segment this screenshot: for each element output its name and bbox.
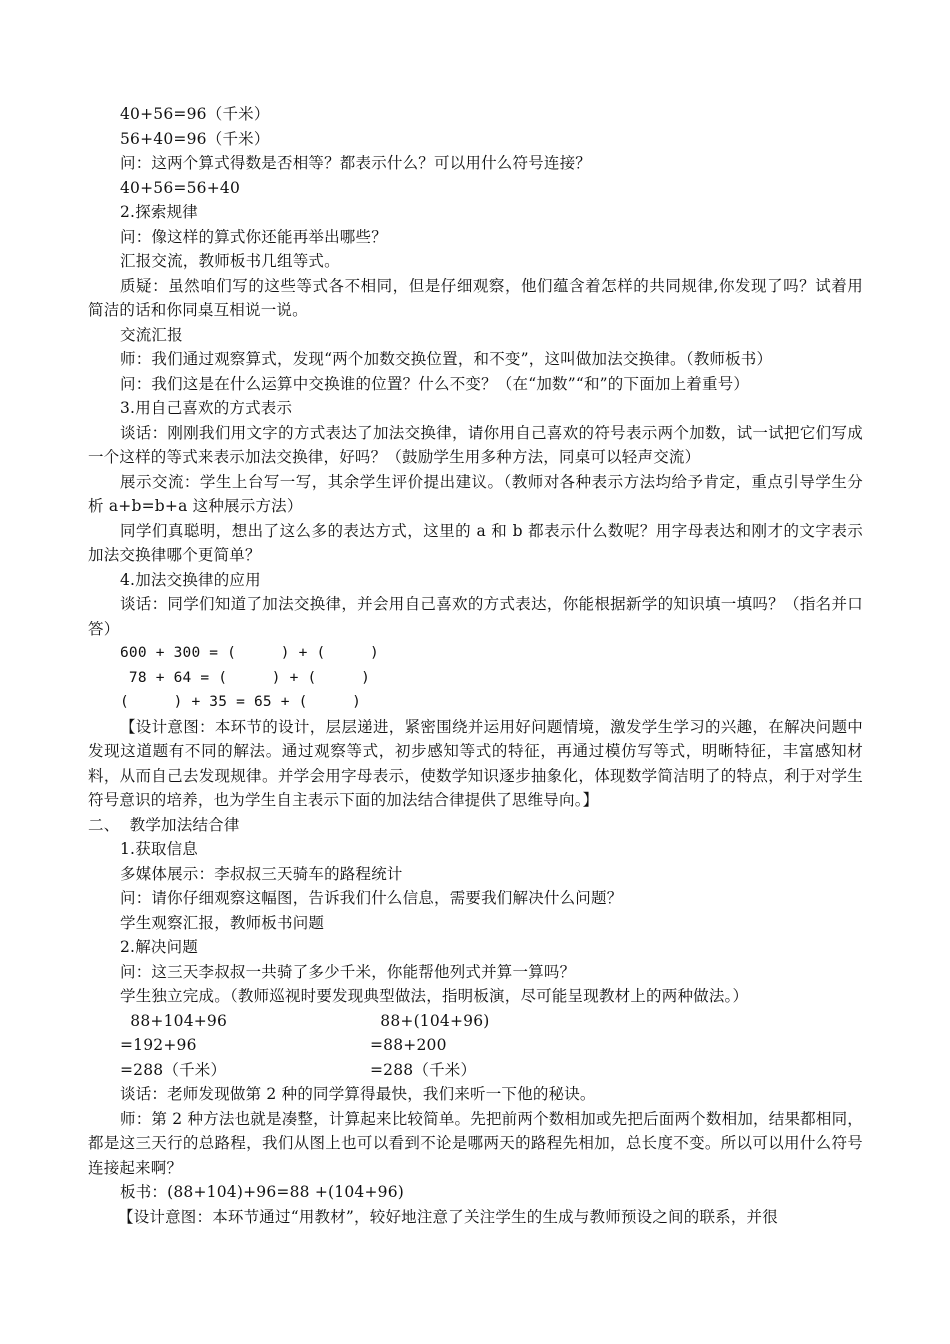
question-line: 问：请你仔细观察这幅图，告诉我们什么信息，需要我们解决什么问题？: [120, 889, 623, 907]
fill-in-equation: 600 + 300 = ( ) + ( ): [120, 645, 379, 661]
text-line: 多媒体展示：李叔叔三天骑车的路程统计: [120, 864, 403, 883]
question-line: 问：这三天李叔叔一共骑了多少千米，你能帮他列式并算一算吗？: [120, 962, 576, 981]
calc-left: 88+104+96: [120, 1011, 228, 1030]
section-heading: 1.获取信息: [120, 840, 198, 858]
text-line: 师：我们通过观察算式，发现“两个加数交换位置，和不变”，这叫做加法交换律。（教师板书）: [120, 350, 773, 368]
question-line: 问：像这样的算式你还能再举出哪些？: [120, 227, 387, 246]
paragraph: 谈话：同学们知道了加法交换律，并会用自己喜欢的方式表达，你能根据新学的知识填一填吗？（指名并口答）: [88, 595, 863, 638]
calc-row: [88, 1033, 863, 1058]
section-heading: 4.加法交换律的应用: [120, 570, 261, 589]
section-heading: 3.用自己喜欢的方式表示: [120, 399, 293, 417]
part-heading: 二、 教学加法结合律: [88, 815, 240, 834]
calc-row: [88, 1058, 863, 1083]
calc-right: =88+200: [370, 1036, 447, 1054]
fill-in-equation: ( ) + 35 = 65 + ( ): [120, 694, 362, 710]
section-heading: 2.解决问题: [120, 938, 198, 956]
text-line: 汇报交流，教师板书几组等式。: [120, 252, 340, 270]
calc-right: 88+(104+96): [370, 1011, 490, 1030]
text-line: 学生观察汇报，教师板书问题: [120, 913, 325, 932]
calc-left: =288（千米）: [120, 1060, 227, 1079]
design-intent-paragraph: 【设计意图：本环节通过“用教材”，较好地注意了关注学生的生成与教师预设之间的联系，并很: [118, 1207, 778, 1226]
board-writing: 板书：(88+104)+96=88 +(104+96): [120, 1183, 405, 1201]
question-line: 问：我们这是在什么运算中交换谁的位置？什么不变？（在“加数”“和”的下面加上着重号）: [120, 374, 750, 393]
equation-line: 40+56=56+40: [120, 178, 241, 197]
calc-left: =192+96: [120, 1036, 197, 1054]
calc-right: =288（千米）: [370, 1060, 477, 1079]
text-line: 交流汇报: [120, 325, 183, 344]
document-body: [88, 102, 863, 1229]
paragraph: 谈话：刚刚我们用文字的方式表达了加法交换律，请你用自己喜欢的符号表示两个加数，试一试把它们写成一个这样的等式来表示加法交换律，好吗？（鼓励学生用多种方法，同桌可以轻声交流）: [88, 423, 863, 466]
text-line: 谈话：老师发现做第 2 种的同学算得最快，我们来听一下他的秘诀。: [120, 1085, 596, 1103]
paragraph: 同学们真聪明，想出了这么多的表达方式，这里的 a 和 b 都表示什么数呢？用字母表达和刚才的文字表示加法交换律哪个更简单？: [88, 521, 863, 564]
paragraph: 师：第 2 种方法也就是凑整，计算起来比较简单。先把前两个数相加或先把后面两个数相加，结果都相同，都是这三天行的总路程，我们从图上也可以看到不论是哪两天的路程先相加，总长度不变。所以可以用什么符号连接起来啊？: [88, 1109, 863, 1177]
equation-line: 40+56=96（千米）: [120, 105, 270, 123]
design-intent-paragraph: 【设计意图：本环节的设计，层层递进，紧密围绕并运用好问题情境，激发学生学习的兴趣，在解决问题中发现这道题有不同的解法。通过观察等式，初步感知等式的特征，再通过模仿写等式，明晰特征，丰富感知材料，从而自己去发现规律。并学会用字母表示，使数学知识逐步抽象化，体现数学简洁明了的特点，利于对学生符号意识的培养，也为学生自主表示下面的加法结合律提供了思维导向。】: [88, 717, 863, 809]
section-heading: 2.探索规律: [120, 203, 198, 221]
text-line: 学生独立完成。（教师巡视时要发现典型做法，指明板演，尽可能呈现教材上的两种做法。）: [120, 987, 749, 1005]
paragraph: 质疑：虽然咱们写的这些等式各不相同，但是仔细观察，他们蕴含着怎样的共同规律,你发现了吗？试着用简洁的话和你同桌互相说一说。: [88, 276, 863, 319]
equation-line: 56+40=96（千米）: [120, 129, 270, 148]
fill-in-equation: 78 + 64 = ( ) + ( ): [120, 669, 371, 686]
paragraph: 展示交流：学生上台写一写，其余学生评价提出建议。（教师对各种表示方法均给予肯定，重点引导学生分析 a+b=b+a 这种展示方法）: [88, 472, 863, 515]
calc-row: [88, 1009, 863, 1034]
question-line: 问：这两个算式得数是否相等？都表示什么？可以用什么符号连接？: [120, 154, 592, 172]
